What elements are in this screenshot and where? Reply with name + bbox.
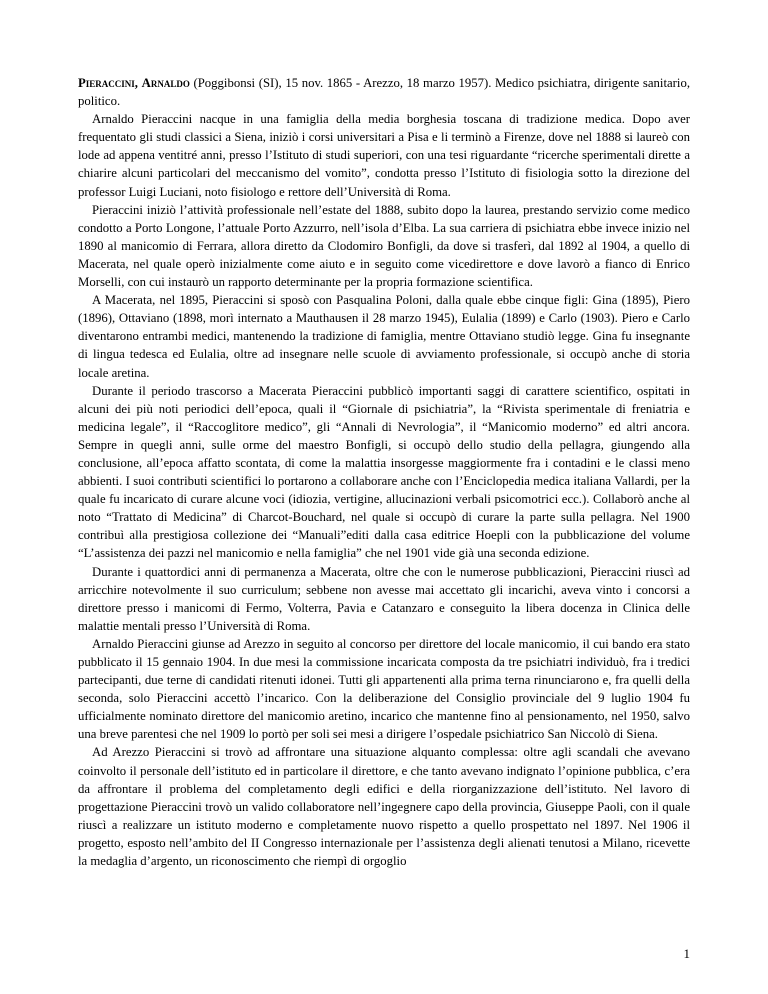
- paragraph: Ad Arezzo Pieraccini si trovò ad affrontare una situazione alquanto complessa: oltre agli scandali che avevano coinvolto il personale dell’istituto ed in particolare il direttore, e che tanto avevano indignato l’opinione pubblica, c’era da affrontare il problema del completamento degli edifici e della riorganizzazione dell’istituto. Nel lavoro di progettazione Pieraccini trovò un valido collaboratore nell’ingegnere capo della provincia, Giuseppe Paoli, con il quale riuscì a realizzare un istituto moderno e completamente nuovo rispetto a quello prospettato nel 1897. Nel 1906 il progetto, esposto nell’ambito del II Congresso internazionale per l’assistenza degli alienati tenutosi a Milano, ricevette la medaglia d’argento, un riconoscimento che riempì di orgoglio: [78, 745, 690, 869]
- entry-given-name: Arnaldo: [141, 76, 190, 90]
- paragraph: Durante i quattordici anni di permanenza a Macerata, oltre che con le numerose pubblicazioni, Pieraccini riuscì ad arricchire notevolmente il suo curriculum; sebbene non avesse mai accettato gli incarichi, aveva vinto i concorsi a direttore presso i manicomi di Fermo, Volterra, Pavia e Catanzaro e conseguito la libera docenza in Clinica delle malattie mentali presso l’Università di Roma.: [78, 564, 690, 633]
- entry-header-details: (Poggibonsi (SI), 15 nov. 1865 - Arezzo, 18 marzo 1957). Medico psichiatra, dirigente sanitario, politico.: [78, 76, 691, 109]
- paragraph: Arnaldo Pieraccini giunse ad Arezzo in seguito al concorso per direttore del locale manicomio, il cui bando era stato pubblicato il 15 gennaio 1904. In due mesi la commissione incaricata composta da tre psichiatri individuò, fra i tredici partecipanti, due terne di candidati ritenuti idonei. Tutti gli appartenenti alla prima terna rinunciarono e, fra quelli della seconda, solo Pieraccini accettò l’incarico. Con la deliberazione del Consiglio provinciale del 9 luglio 1904 fu ufficialmente nominato direttore del manicomio aretino, incarico che mantenne fino al pensionamento, nel 1950, salvo una breve parentesi che nel 1909 lo portò per soli sei mesi a dirigere l’ospedale psichiatrico San Niccolò di Siena.: [78, 636, 690, 742]
- document-body: [78, 74, 690, 870]
- entry-header: [78, 74, 690, 110]
- paragraph: A Macerata, nel 1895, Pieraccini si sposò con Pasqualina Poloni, dalla quale ebbe cinque figli: Gina (1895), Piero (1896), Ottaviano (1898, morì internato a Mauthausen il 28 marzo 1945), Eulalia (1899) e Carlo (1903). Piero e Carlo diventarono entrambi medici, mantenendo la tradizione di famiglia, mentre Ottaviano studiò legge. Gina fu insegnante di lingua tedesca ed Eulalia, oltre ad insegnare nelle scuole di avviamento professionale, si occupò anche di storia locale aretina.: [78, 293, 690, 380]
- paragraph: Pieraccini iniziò l’attività professionale nell’estate del 1888, subito dopo la laurea, prestando servizio come medico condotto a Porto Longone, l’attuale Porto Azzurro, nell’isola d’Elba. La sua carriera di psichiatra ebbe invece inizio nel 1890 al manicomio di Ferrara, allora diretto da Clodomiro Bonfigli, da dove si trasferì, dal 1892 al 1904, a quello di Macerata, nel quale operò inizialmente come aiuto e in seguito come vicedirettore e dove lavorò a fianco di Enrico Morselli, con cui instaurò un rapporto determinante per la propria formazione scientifica.: [78, 202, 690, 290]
- entry-surname: Pieraccini,: [78, 76, 138, 90]
- page-number: 1: [683, 946, 690, 961]
- paragraph: Arnaldo Pieraccini nacque in una famiglia della media borghesia toscana di tradizione medica. Dopo aver frequentato gli studi classici a Siena, iniziò i corsi universitari a Pisa e li terminò a Firenze, dove nel 1888 si laureò con lode ad appena ventitré anni, presso l’Istituto di studi superiori, con una tesi riguardante “ricerche sperimentali dirette a chiarire alcuni particolari del meccanismo del vomito”, condotta presso l’Istituto di fisiologia sotto la direzione del professor Luigi Luciani, noto fisiologo e rettore dell’Università di Roma.: [78, 112, 690, 199]
- paragraph: Durante il periodo trascorso a Macerata Pieraccini pubblicò importanti saggi di carattere scientifico, ospitati in alcuni dei più noti periodici dell’epoca, quali il “Giornale di psichiatria”, la “Rivista sperimentale di freniatria e medicina legale”, il “Raccoglitore medico”, gli “Annali di Nevrologia”, il “Manicomio moderno” ed altri ancora. Sempre in quegli anni, sulle orme del maestro Bonfigli, si occupò dello studio della pellagra, giungendo alla conclusione, all’epoca affatto scontata, di come la malattia insorgesse maggiormente fra i contadini e le classi meno abbienti. I suoi contributi scientifici lo portarono a collaborare anche con l’Enciclopedia medica italiana Vallardi, per la quale fu incaricato di curare alcune voci (idiozia, vertigine, allucinazioni verbali psicomotrici ecc.). Collaborò anche al noto “Trattato di Medicina” di Charcot-Bouchard, nel quale si occupò di curare la parte sulla pellagra. Nel 1900 contribuì alla prestigiosa collezione dei “Manuali”editi dalla casa editrice Hoepli con la pubblicazione del volume “L’assistenza dei pazzi nel manicomio e nella famiglia” che nel 1901 vide già una seconda edizione.: [78, 383, 690, 561]
